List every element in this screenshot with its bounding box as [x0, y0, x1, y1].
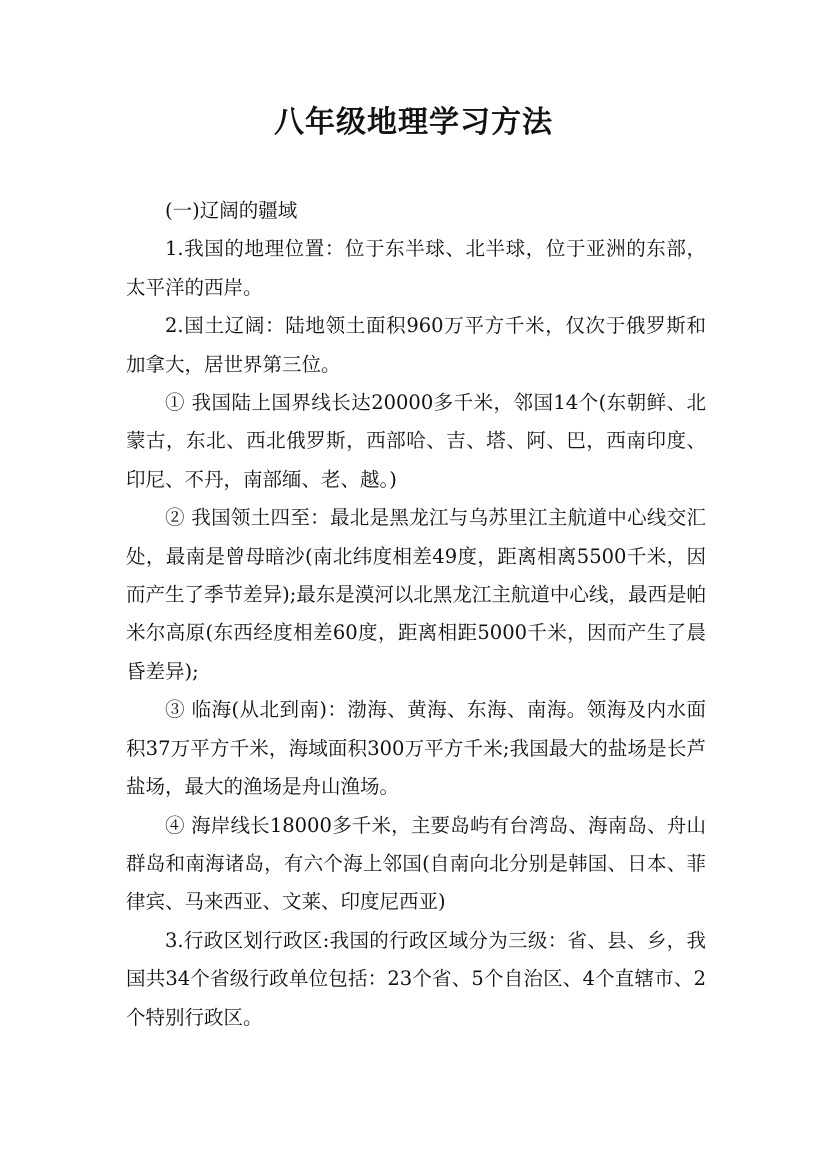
document-body	[126, 192, 706, 1037]
paragraph-territory: 2.国土辽阔：陆地领土面积960万平方千米，仅次于俄罗斯和加拿大，居世界第三位。	[126, 314, 706, 376]
section-heading: (一)辽阔的疆域	[165, 199, 298, 222]
paragraph-coastline: ④ 海岸线长18000多千米，主要岛屿有台湾岛、海南岛、舟山群岛和南海诸岛，有六个海上邻国(自南向北分别是韩国、日本、菲律宾、马来西亚、文莱、印度尼西亚)	[126, 813, 706, 914]
paragraph-location: 1.我国的地理位置：位于东半球、北半球，位于亚洲的东部，太平洋的西岸。	[126, 237, 706, 299]
paragraph-seas: ③ 临海(从北到南)：渤海、黄海、东海、南海。领海及内水面积37万平方千米，海域面积300万平方千米;我国最大的盐场是长芦盐场，最大的渔场是舟山渔场。	[126, 698, 706, 799]
paragraph-border: ① 我国陆上国界线长达20000多千米，邻国14个(东朝鲜、北蒙古，东北、西北俄罗斯，西部哈、吉、塔、阿、巴，西南印度、印尼、不丹，南部缅、老、越。)	[126, 391, 706, 491]
paragraph-administration: 3.行政区划行政区:我国的行政区域分为三级：省、县、乡，我国共34个省级行政单位包括：23个省、5个自治区、4个直辖市、2个特别行政区。	[126, 928, 706, 1029]
document-title: 八年级地理学习方法	[274, 105, 553, 140]
paragraph-extremes: ② 我国领土四至：最北是黑龙江与乌苏里江主航道中心线交汇处，最南是曾母暗沙(南北纬度相差49度，距离相离5500千米，因而产生了季节差异);最东是漠河以北黑龙江主航道中心线，最西是帕米尔高原(东西经度相差60度，距离相距5000千米，因而产生了晨昏差异);	[126, 506, 706, 683]
